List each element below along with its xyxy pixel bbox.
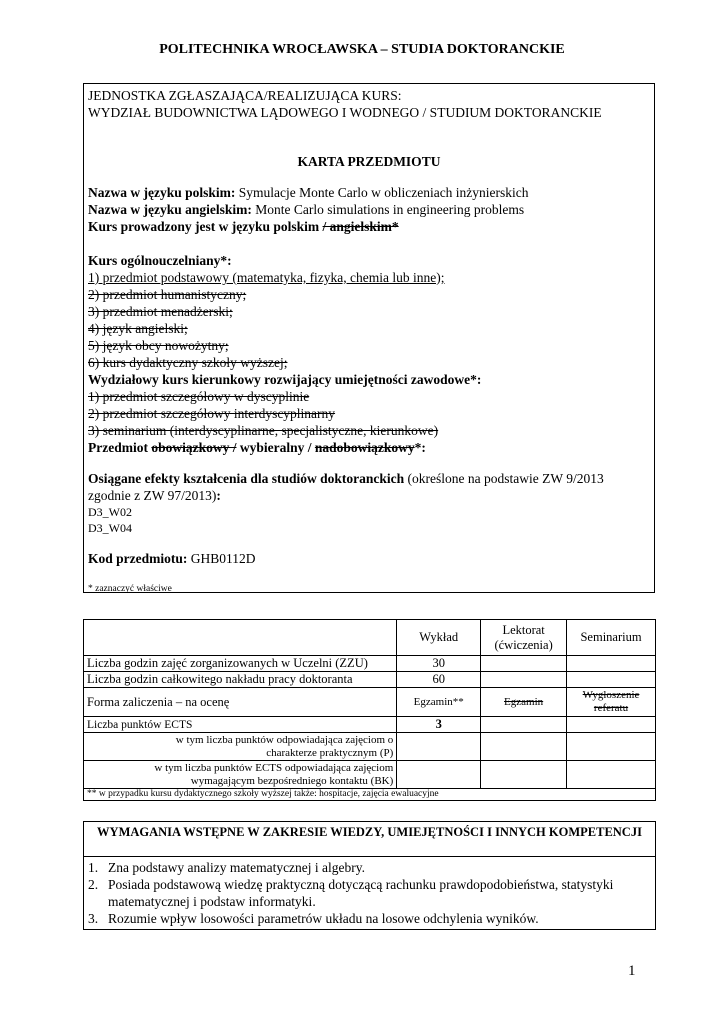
table-row	[84, 672, 656, 688]
faculty-item: 2) przedmiot szczegółowy interdyscyplinarny	[88, 406, 336, 421]
code-label: Kod przedmiotu:	[88, 551, 188, 566]
document-title: POLITECHNIKA WROCŁAWSKA – STUDIA DOKTORANCKIE	[159, 42, 565, 57]
general-item: 4) język angielski;	[88, 321, 188, 336]
footnote: * zaznaczyć właściwe	[88, 584, 172, 594]
row-value	[397, 761, 481, 789]
table-header-row	[84, 620, 656, 656]
requirements-heading: WYMAGANIA WSTĘPNE W ZAKRESIE WIEDZY, UMIEJĘTNOŚCI I INNYCH KOMPETENCJI	[84, 824, 655, 857]
faculty-item: 1) przedmiot szczegółowy w dyscyplinie	[88, 389, 310, 404]
row-value	[567, 761, 656, 789]
col-lectorate: Lektorat (ćwiczenia)	[481, 620, 567, 656]
effects-bold: Osiągane efekty kształcenia dla studiów doktoranckich	[88, 471, 405, 486]
name-en-row	[88, 201, 524, 218]
language-label: Kurs prowadzony jest w języku polskim	[88, 219, 320, 234]
general-item: 1) przedmiot podstawowy (matematyka, fizyka, chemia lub inne);	[88, 270, 445, 285]
card-title: KARTA PRZEDMIOTU	[297, 154, 441, 169]
name-pl-label: Nazwa w języku polskim:	[88, 185, 236, 200]
item-text: Rozumie wpływ losowości parametrów układu na losowe odchylenia wyników.	[108, 911, 539, 926]
unit-label: JEDNOSTKA ZGŁASZAJĄCA/REALIZUJĄCA KURS:	[88, 88, 402, 103]
row-value: Egzamin	[481, 688, 567, 717]
row-value: 30	[397, 656, 481, 672]
general-item: 6) kurs dydaktyczny szkoły wyższej;	[88, 355, 288, 370]
effects-normal: (określone na podstawie ZW 9/2013	[407, 471, 604, 486]
name-en-value: Monte Carlo simulations in engineering problems	[255, 202, 525, 217]
item-text: Zna podstawy analizy matematycznej i algebry.	[108, 860, 366, 875]
unit-value: WYDZIAŁ BUDOWNICTWA LĄDOWEGO I WODNEGO / STUDIUM DOKTORANCKIE	[88, 105, 602, 120]
general-item: 2) przedmiot humanistyczny;	[88, 287, 247, 302]
name-pl-value: Symulacje Monte Carlo w obliczeniach inżynierskich	[238, 185, 529, 200]
faculty-item: 3) seminarium (interdyscyplinarne, specjalistyczne, kierunkowe)	[88, 423, 439, 438]
table-row	[84, 761, 656, 789]
row-label: Liczba punktów ECTS	[84, 717, 397, 733]
row-value	[481, 717, 567, 733]
col-seminar: Seminarium	[567, 620, 656, 656]
table-row	[84, 688, 656, 717]
row-value	[481, 733, 567, 761]
course-code-row	[88, 550, 256, 567]
hours-table	[83, 619, 656, 801]
language-mark: *	[391, 219, 399, 234]
list-item	[88, 876, 648, 910]
row-label: Liczba godzin całkowitego nakładu pracy doktoranta	[84, 672, 397, 688]
page-number: 1	[628, 963, 636, 979]
list-item	[88, 859, 648, 876]
row-value	[481, 672, 567, 688]
table-row	[84, 733, 656, 761]
requirements-list	[88, 859, 648, 927]
row-value: 3	[397, 717, 481, 733]
row-value	[397, 733, 481, 761]
table-footnote: ** w przypadku kursu dydaktycznego szkoły wyższej także: hospitacje, zajęcia ewaluacyjne	[84, 789, 656, 801]
subject-mid: wybieralny /	[239, 440, 312, 455]
item-number: 2.	[88, 877, 99, 892]
row-value	[481, 761, 567, 789]
subject-struck1: obowiązkowy /	[151, 440, 237, 455]
language-struck: / angielskim	[322, 219, 392, 234]
name-en-label: Nazwa w języku angielskim:	[88, 202, 252, 217]
table-row	[84, 656, 656, 672]
row-label: Liczba godzin zajęć zorganizowanych w Uczelni (ZZU)	[84, 656, 397, 672]
effect-code: D3_W04	[88, 521, 132, 535]
row-value: Egzamin**	[397, 688, 481, 717]
item-number: 3.	[88, 911, 99, 926]
row-value: Wygłoszenie referatu	[567, 688, 656, 717]
col-lecture: Wykład	[397, 620, 481, 656]
row-value: 60	[397, 672, 481, 688]
table-corner	[84, 620, 397, 656]
row-value	[481, 656, 567, 672]
row-value	[567, 717, 656, 733]
row-label: w tym liczba punktów ECTS odpowiadająca zajęciom wymagającym bezpośredniego kontaktu (BK)	[84, 761, 397, 789]
effects-row	[88, 470, 604, 487]
table-row	[84, 717, 656, 733]
subject-suffix: *:	[414, 440, 426, 455]
effects-colon: :	[216, 488, 221, 503]
row-label: Forma zaliczenia – na ocenę	[84, 688, 397, 717]
effects-row2	[88, 487, 221, 504]
effect-code: D3_W02	[88, 505, 132, 519]
general-heading: Kurs ogólnouczelniany*:	[88, 253, 232, 268]
code-value: GHB0112D	[190, 551, 256, 566]
row-value	[567, 733, 656, 761]
row-label: w tym liczba punktów odpowiadająca zajęciom o charakterze praktycznym (P)	[84, 733, 397, 761]
item-text: Posiada podstawową wiedzę praktyczną dotyczącą rachunku prawdopodobieństwa, statystyki matematycznej i podstaw informatyki.	[108, 877, 614, 909]
requirements-box	[83, 821, 656, 930]
subject-struck2: nadobowiązkowy	[314, 440, 415, 455]
language-row	[88, 218, 399, 235]
general-item: 5) język obcy nowożytny;	[88, 338, 229, 353]
subject-type-row	[88, 439, 426, 456]
list-item	[88, 910, 648, 927]
general-item: 3) przedmiot menadżerski;	[88, 304, 233, 319]
row-value	[567, 656, 656, 672]
subject-prefix: Przedmiot	[88, 440, 148, 455]
table-footnote-row	[84, 789, 656, 801]
row-value	[567, 672, 656, 688]
course-info-box	[83, 83, 655, 593]
item-number: 1.	[88, 860, 99, 875]
name-pl-row	[88, 184, 529, 201]
faculty-heading: Wydziałowy kurs kierunkowy rozwijający umiejętności zawodowe*:	[88, 372, 482, 387]
effects-line2: zgodnie z ZW 97/2013)	[88, 488, 217, 503]
